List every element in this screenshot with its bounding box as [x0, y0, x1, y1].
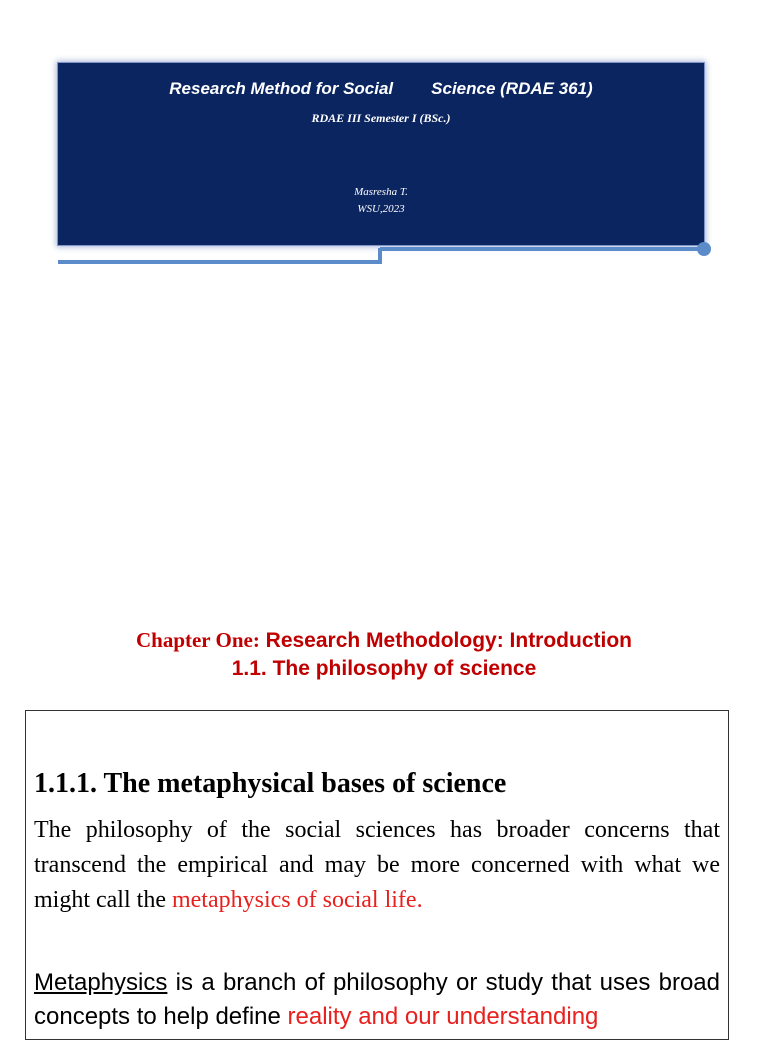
paragraph-philosophy-text: The philosophy of the social sciences has broader concerns that transcend the empirical and may be more concerned with what we might call the — [34, 817, 720, 913]
paragraph-metaphysics-highlight: reality and our understanding — [287, 1003, 599, 1030]
chapter-title-rest: Research Methodology: Introduction — [259, 629, 633, 652]
author-name: Masresha T. — [354, 186, 408, 198]
subsection-heading: 1.1.1. The metaphysical bases of science — [34, 768, 507, 799]
course-title-part2: Science (RDAE 361) — [431, 79, 593, 98]
paragraph-philosophy-highlight: metaphysics of social life. — [171, 887, 423, 913]
title-banner — [58, 63, 704, 245]
paragraph-philosophy — [34, 813, 720, 918]
course-title-part1: Research Method for Social — [169, 79, 394, 98]
chapter-title-lead: Chapter One: — [135, 628, 260, 652]
course-title — [58, 79, 704, 99]
author-affiliation: WSU,2023 — [357, 203, 405, 215]
decorative-rule-right — [380, 247, 706, 251]
chapter-title — [0, 628, 768, 653]
decorative-rule-left — [58, 260, 382, 264]
content-box — [25, 710, 729, 1040]
metaphysics-term: Metaphysics — [34, 969, 168, 996]
paragraph-metaphysics-text: is a branch of philosophy or study that uses broad concepts to help define — [34, 969, 720, 1030]
author-block — [58, 184, 704, 218]
decorative-rule-dot — [697, 242, 711, 256]
course-subtitle: RDAE III Semester I (BSc.) — [311, 111, 451, 125]
section-title: 1.1. The philosophy of science — [231, 657, 537, 680]
